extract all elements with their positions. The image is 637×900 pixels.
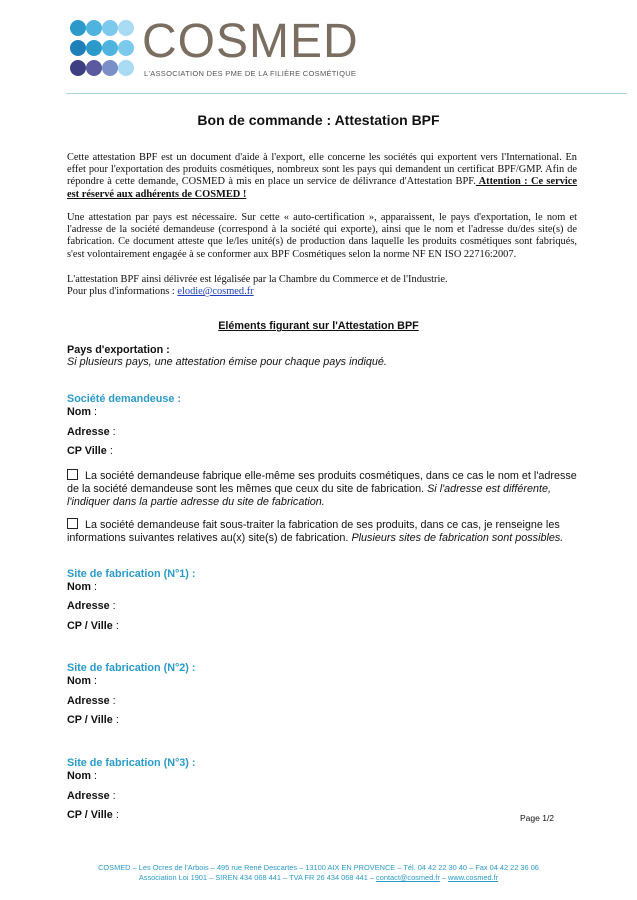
- logo-tagline: L'ASSOCIATION DES PME DE LA FILIÈRE COSMÉTIQUE: [144, 69, 357, 78]
- site-1-cp-ville-label: CP / Ville: [67, 620, 113, 632]
- pays-label: Pays d'exportation :: [67, 344, 170, 356]
- societe-heading: [67, 393, 577, 405]
- option-1: [67, 469, 577, 509]
- intro-paragraph-1: [67, 152, 577, 201]
- site-3-adresse-sep: :: [109, 790, 116, 802]
- societe-adresse-sep: :: [109, 426, 116, 438]
- site-3-nom-label: Nom: [67, 770, 91, 782]
- societe-cp-ville-sep: :: [106, 445, 113, 457]
- option-2-note: Plusieurs sites de fabrication sont possibles.: [351, 532, 564, 544]
- societe-nom-field[interactable]: [67, 406, 577, 418]
- info-prefix: Pour plus d'informations :: [67, 286, 178, 298]
- logo-dot: [118, 40, 134, 56]
- intro-paragraph-2: Une attestation par pays est nécessaire. Sur cette « auto-certification », apparaissent, le pays d'exportation, le nom et l'adresse de la société demandeuse (correspond à la société qui exporte), ainsi que le nom et l'adresse du/des site(s) de fabrication. Ce document atteste que le/les unité(s) de production dans laquelle les produits cosmétiques sont fabriqués, s'est volontairement engagée à se conformer aux BPF Cosmétiques selon la norme NF EN ISO 22716:2007.: [67, 212, 577, 260]
- site-1-nom-sep: :: [91, 581, 97, 593]
- logo-dot: [86, 20, 102, 36]
- societe-adresse-label: Adresse: [67, 426, 110, 438]
- site-2-heading: [67, 662, 577, 674]
- logo-dots: [70, 20, 134, 80]
- footer: [0, 863, 637, 883]
- logo-dot: [118, 60, 134, 76]
- logo-dot: [102, 40, 118, 56]
- societe-adresse-field[interactable]: [67, 426, 577, 438]
- footer-website-link[interactable]: www.cosmed.fr: [448, 873, 499, 882]
- option-1-checkbox[interactable]: [67, 469, 78, 480]
- site-1-nom-label: Nom: [67, 581, 91, 593]
- site-3-adresse-label: Adresse: [67, 790, 110, 802]
- logo-dot: [118, 20, 134, 36]
- societe-nom-label: Nom: [67, 406, 91, 418]
- site-3-heading-text: Site de fabrication (N°3) :: [67, 757, 196, 769]
- site-2-adresse-sep: :: [109, 695, 116, 707]
- page-number: Page 1/2: [520, 813, 555, 823]
- footer-email-link[interactable]: contact@cosmed.fr: [376, 873, 440, 882]
- site-2-nom-field[interactable]: [67, 675, 577, 687]
- site-2-adresse-label: Adresse: [67, 695, 110, 707]
- intro-p3-line2: [67, 286, 577, 298]
- pays-block: [67, 344, 577, 368]
- pays-note: Si plusieurs pays, une attestation émise pour chaque pays indiqué.: [67, 356, 387, 368]
- intro-p3-line1: L'attestation BPF ainsi délivrée est légalisée par la Chambre du Commerce et de l'Industrie.: [67, 274, 448, 285]
- societe-heading-text: Société demandeuse :: [67, 393, 182, 405]
- logo-dot: [70, 20, 86, 36]
- logo-dot: [86, 40, 102, 56]
- option-1-note: Si l'adresse est différente, l'indiquer dans la partie adresse du site de fabrication.: [67, 483, 551, 508]
- footer-legal-text: Association Loi 1901 – SIREN 434 068 441 – TVA FR 26 434 068 441 –: [138, 873, 377, 882]
- site-1-adresse-sep: :: [109, 600, 116, 612]
- site-1-nom-field[interactable]: [67, 581, 577, 593]
- site-2-cp-ville-field[interactable]: [67, 714, 577, 726]
- site-1-adresse-label: Adresse: [67, 600, 110, 612]
- site-2-cp-ville-sep: :: [112, 714, 119, 726]
- intro-paragraph-3: [67, 274, 577, 298]
- site-3-nom-field[interactable]: [67, 770, 577, 782]
- site-2-nom-sep: :: [91, 675, 97, 687]
- site-2-nom-label: Nom: [67, 675, 91, 687]
- site-3-cp-ville-field[interactable]: [67, 809, 577, 821]
- site-3-nom-sep: :: [91, 770, 97, 782]
- logo-wordmark: COSMED: [142, 15, 359, 68]
- logo-dot: [102, 60, 118, 76]
- footer-separator: –: [439, 873, 449, 882]
- societe-cp-ville-label: CP Ville: [67, 445, 107, 457]
- section-title: Eléments figurant sur l'Attestation BPF: [218, 320, 419, 332]
- option-1-text: La société demandeuse fabrique elle-même ses produits cosmétiques, dans ce cas le nom et l'adresse de la société demandeuse sont les mêmes que ceux du site de fabrication.: [67, 470, 577, 495]
- footer-legal-line: [0, 873, 637, 883]
- site-3-cp-ville-sep: :: [112, 809, 119, 821]
- site-3-adresse-field[interactable]: [67, 790, 577, 802]
- site-2-heading-text: Site de fabrication (N°2) :: [67, 662, 196, 674]
- contact-email-link[interactable]: elodie@cosmed.fr: [177, 286, 254, 298]
- option-2-text: La société demandeuse fait sous-traiter la fabrication de ses produits, dans ce cas, je renseigne les informations suivantes relatives au(x) site(s) de fabrication.: [67, 519, 560, 544]
- option-2: [67, 518, 577, 545]
- page-title: Bon de commande : Attestation BPF: [197, 112, 440, 128]
- logo-dot: [70, 40, 86, 56]
- intro-p1-text: Cette attestation BPF est un document d'aide à l'export, elle concerne les sociétés qui exportent vers l'International. En effet pour l'exportation des produits cosmétiques, nombreux sont les pays qui demandent un certificat BPF/GMP. Afin de répondre à cette demande, COSMED à mis en place un service de délivrance d'Attestation BPF.: [67, 152, 577, 188]
- site-1-adresse-field[interactable]: [67, 600, 577, 612]
- option-2-checkbox[interactable]: [67, 518, 78, 529]
- logo-dot: [86, 60, 102, 76]
- site-1-cp-ville-sep: :: [112, 620, 119, 632]
- societe-nom-sep: :: [91, 406, 97, 418]
- attention-notice: Attention : Ce service est réservé aux adhérents de COSMED !: [67, 176, 577, 200]
- site-1-heading-text: Site de fabrication (N°1) :: [67, 568, 196, 580]
- site-3-heading: [67, 757, 577, 769]
- site-3-cp-ville-label: CP / Ville: [67, 809, 113, 821]
- societe-cp-ville-field[interactable]: [67, 445, 577, 457]
- logo-dot: [102, 20, 118, 36]
- cosmed-logo: [70, 15, 359, 82]
- site-1-cp-ville-field[interactable]: [67, 620, 577, 632]
- site-2-cp-ville-label: CP / Ville: [67, 714, 113, 726]
- site-1-heading: [67, 568, 577, 580]
- logo-dot: [70, 60, 86, 76]
- footer-address-line: COSMED – Les Ocres de l'Arbois – 495 rue René Descartes – 13100 AIX EN PROVENCE – Tél. 04 42 22 30 40 – Fax 04 42 22 36 06: [98, 863, 539, 872]
- header-divider: [66, 93, 627, 94]
- site-2-adresse-field[interactable]: [67, 695, 577, 707]
